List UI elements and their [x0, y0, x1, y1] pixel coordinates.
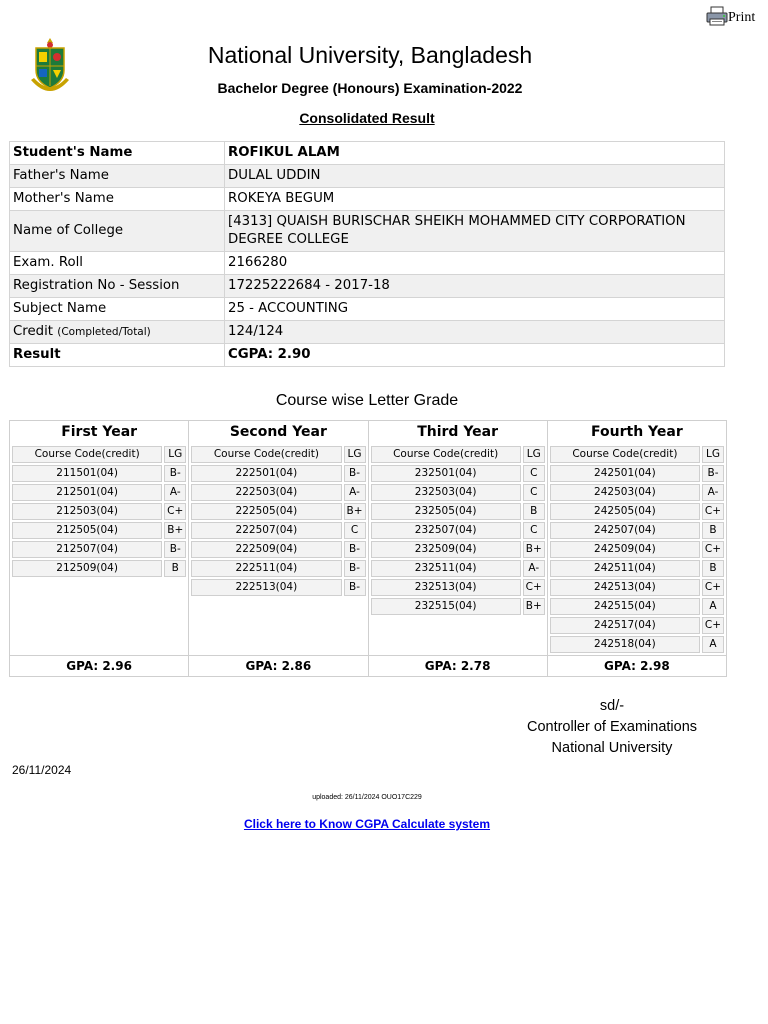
letter-grade: B+ — [523, 541, 545, 558]
grade-row — [191, 560, 365, 577]
college-value: [4313] QUAISH BURISCHAR SHEIKH MOHAMMED CITY CORPORATION DEGREE COLLEGE — [225, 211, 725, 252]
row-registration — [10, 275, 725, 298]
grade-row — [550, 598, 724, 615]
course-code: 232503(04) — [371, 484, 521, 501]
course-code: 232505(04) — [371, 503, 521, 520]
credit-note: (Completed/Total) — [57, 326, 151, 338]
letter-grade: A — [702, 636, 724, 653]
letter-grade: A- — [344, 484, 366, 501]
grade-row — [191, 484, 365, 501]
year-gpa: GPA: 2.86 — [189, 655, 367, 676]
grade-row — [550, 579, 724, 596]
grade-row — [12, 465, 186, 482]
credit-label-cell — [10, 321, 225, 344]
grade-table — [10, 444, 188, 579]
letter-grade: A — [702, 598, 724, 615]
signature-org: National University — [551, 740, 673, 756]
letter-grade: B- — [164, 541, 186, 558]
subject-label: Subject Name — [10, 298, 225, 321]
letter-grade: C — [523, 465, 545, 482]
uploaded-note: uploaded: 26/11/2024 OUO17C229 — [312, 794, 422, 801]
course-code: 222507(04) — [191, 522, 341, 539]
letter-grade: C — [523, 522, 545, 539]
row-credit — [10, 321, 725, 344]
course-code: 222511(04) — [191, 560, 341, 577]
course-code: 242511(04) — [550, 560, 700, 577]
student-info-table — [9, 141, 725, 367]
signature-sd: sd/- — [599, 698, 625, 714]
grade-row — [371, 503, 545, 520]
course-code: 232513(04) — [371, 579, 521, 596]
letter-grade: B- — [344, 579, 366, 596]
registration-label: Registration No - Session — [10, 275, 225, 298]
grade-row — [550, 636, 724, 653]
course-code: 242501(04) — [550, 465, 700, 482]
row-mother-name — [10, 188, 725, 211]
course-code: 242513(04) — [550, 579, 700, 596]
grade-row — [371, 579, 545, 596]
course-code: 242515(04) — [550, 598, 700, 615]
letter-grade: B+ — [164, 522, 186, 539]
grade-row — [371, 484, 545, 501]
grade-row — [550, 560, 724, 577]
exam-title: Bachelor Degree (Honours) Examination-2022 — [217, 80, 523, 96]
course-code: 212507(04) — [12, 541, 162, 558]
grade-row — [12, 522, 186, 539]
signature-title: Controller of Examinations — [526, 719, 698, 735]
year-title: Second Year — [229, 424, 327, 440]
letter-grade: B- — [702, 465, 724, 482]
course-code: 212505(04) — [12, 522, 162, 539]
grade-row — [12, 560, 186, 577]
grade-row — [371, 560, 545, 577]
course-code: 212501(04) — [12, 484, 162, 501]
year-title: First Year — [61, 424, 138, 440]
column-spacer — [10, 579, 188, 655]
grade-header-row — [191, 446, 365, 463]
grade-row — [550, 465, 724, 482]
issue-date: 26/11/2024 — [12, 763, 72, 777]
letter-grade: B- — [344, 541, 366, 558]
grade-row — [371, 541, 545, 558]
grade-row — [550, 522, 724, 539]
grade-row — [371, 522, 545, 539]
letter-grade: B+ — [523, 598, 545, 615]
year-column — [547, 421, 726, 676]
college-label: Name of College — [10, 211, 225, 252]
grade-table — [189, 444, 367, 598]
grade-table — [548, 444, 726, 655]
letter-grade: B — [523, 503, 545, 520]
course-code: 211501(04) — [12, 465, 162, 482]
letter-grade: B- — [344, 465, 366, 482]
course-code: 232509(04) — [371, 541, 521, 558]
letter-grade: B — [702, 560, 724, 577]
grade-row — [550, 503, 724, 520]
letter-grade: C+ — [164, 503, 186, 520]
grade-row — [550, 617, 724, 634]
letter-grade: C+ — [702, 579, 724, 596]
course-code: 222505(04) — [191, 503, 341, 520]
course-code: 242503(04) — [550, 484, 700, 501]
grade-row — [191, 465, 365, 482]
grade-row — [371, 465, 545, 482]
letter-grade: C — [344, 522, 366, 539]
row-father-name — [10, 165, 725, 188]
year-column — [10, 421, 188, 676]
father-name-value: DULAL UDDIN — [225, 165, 725, 188]
letter-grade-header: LG — [523, 446, 545, 463]
letter-grade: B — [702, 522, 724, 539]
course-code: 222509(04) — [191, 541, 341, 558]
letter-grade-header: LG — [344, 446, 366, 463]
letter-grade: B- — [164, 465, 186, 482]
grade-header-row — [550, 446, 724, 463]
credit-label: Credit — [13, 324, 53, 339]
student-name-label: Student's Name — [10, 142, 225, 165]
grade-row — [12, 541, 186, 558]
result-title: Consolidated Result — [299, 110, 435, 126]
grade-row — [191, 579, 365, 596]
letter-grade: B+ — [344, 503, 366, 520]
course-code: 242509(04) — [550, 541, 700, 558]
grade-row — [191, 522, 365, 539]
course-code-header: Course Code(credit) — [550, 446, 700, 463]
row-exam-roll — [10, 252, 725, 275]
father-name-label: Father's Name — [10, 165, 225, 188]
letter-grade-header: LG — [164, 446, 186, 463]
row-college — [10, 211, 725, 252]
letter-grade: B- — [344, 560, 366, 577]
registration-value: 17225222684 - 2017-18 — [225, 275, 725, 298]
course-code: 242507(04) — [550, 522, 700, 539]
cgpa-calculate-link[interactable]: Click here to Know CGPA Calculate system — [243, 817, 491, 831]
course-code: 232511(04) — [371, 560, 521, 577]
exam-roll-label: Exam. Roll — [10, 252, 225, 275]
result-value: CGPA: 2.90 — [225, 344, 725, 367]
course-code-header: Course Code(credit) — [371, 446, 521, 463]
signature-block — [472, 696, 752, 759]
letter-grade: C — [523, 484, 545, 501]
course-code: 222503(04) — [191, 484, 341, 501]
year-gpa: GPA: 2.96 — [10, 655, 188, 676]
column-spacer — [369, 617, 547, 655]
letter-grade: B — [164, 560, 186, 577]
year-title: Fourth Year — [591, 424, 683, 440]
year-gpa: GPA: 2.98 — [548, 655, 726, 676]
grade-row — [191, 541, 365, 558]
grade-row — [371, 598, 545, 615]
letter-grade-header: LG — [702, 446, 724, 463]
credit-value: 124/124 — [225, 321, 725, 344]
mother-name-label: Mother's Name — [10, 188, 225, 211]
printer-icon — [706, 6, 728, 26]
letter-grade: A- — [164, 484, 186, 501]
exam-roll-value: 2166280 — [225, 252, 725, 275]
mother-name-value: ROKEYA BEGUM — [225, 188, 725, 211]
row-result — [10, 344, 725, 367]
grade-row — [191, 503, 365, 520]
grade-table — [369, 444, 547, 617]
subject-value: 25 - ACCOUNTING — [225, 298, 725, 321]
grade-row — [12, 484, 186, 501]
course-wise-title: Course wise Letter Grade — [275, 392, 459, 409]
letter-grade: C+ — [523, 579, 545, 596]
course-code: 242505(04) — [550, 503, 700, 520]
letter-grade: A- — [523, 560, 545, 577]
letter-grade: C+ — [702, 541, 724, 558]
course-code: 232515(04) — [371, 598, 521, 615]
course-code-header: Course Code(credit) — [12, 446, 162, 463]
course-code: 242518(04) — [550, 636, 700, 653]
course-code: 232501(04) — [371, 465, 521, 482]
course-code: 222501(04) — [191, 465, 341, 482]
print-label: Print — [728, 10, 756, 25]
grade-row — [550, 484, 724, 501]
letter-grade: C+ — [702, 503, 724, 520]
print-button[interactable] — [706, 6, 755, 26]
grade-row — [550, 541, 724, 558]
year-gpa: GPA: 2.78 — [369, 655, 547, 676]
course-code: 212509(04) — [12, 560, 162, 577]
column-spacer — [189, 598, 367, 655]
university-title: National University, Bangladesh — [207, 42, 533, 68]
year-column — [368, 421, 547, 676]
grade-row — [12, 503, 186, 520]
row-student-name — [10, 142, 725, 165]
result-label: Result — [10, 344, 225, 367]
course-code-header: Course Code(credit) — [191, 446, 341, 463]
course-grades-table — [9, 420, 727, 677]
grade-header-row — [371, 446, 545, 463]
letter-grade: A- — [702, 484, 724, 501]
course-code: 242517(04) — [550, 617, 700, 634]
student-name-value: ROFIKUL ALAM — [225, 142, 725, 165]
grade-header-row — [12, 446, 186, 463]
year-column — [188, 421, 367, 676]
row-subject — [10, 298, 725, 321]
course-code: 232507(04) — [371, 522, 521, 539]
letter-grade: C+ — [702, 617, 724, 634]
course-code: 212503(04) — [12, 503, 162, 520]
course-code: 222513(04) — [191, 579, 341, 596]
year-title: Third Year — [417, 424, 499, 440]
